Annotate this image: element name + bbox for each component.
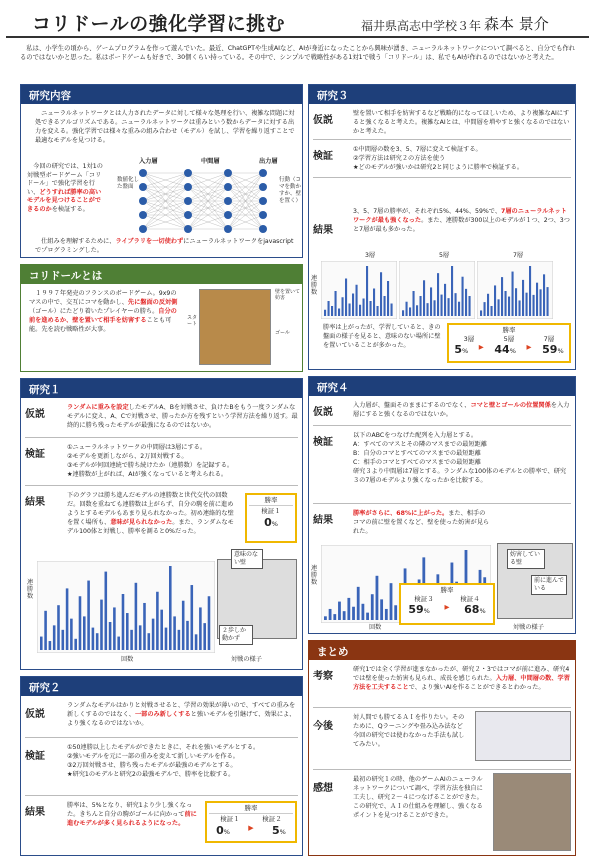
bar [366,266,368,316]
label-start: スタート [187,315,198,327]
bar [526,293,528,316]
bar [394,605,397,620]
bar [49,641,52,650]
r1-chart-ylabel: 連勝数 [27,579,34,600]
bar [122,594,125,650]
r4-w1: 検証３ [414,595,434,603]
bar [96,633,99,650]
r3-l5: 5層 [439,252,450,259]
research1-title: 研究１ [21,379,302,398]
bar [165,628,168,650]
r3-win-title: 勝率 [502,326,516,334]
nn-node [259,197,267,205]
nn-node [259,183,267,191]
nn-node [139,183,147,191]
r3-v2: 44 [494,343,510,356]
r2-result: 勝率は、5%となり、研究1より少し強くなった。きちんと自分の駒がゴールに向かって前に進むモデルが多く見られるようになった。 [67,802,197,827]
summary-future: 対人間でも勝てるＡＩを作りたい。そのために、Qラーニングや畳み込み法など今回の研究では使わなかった手法も試してみたい。 [353,714,465,748]
bar [416,305,418,316]
r1-chart-xlabel: 回数 [121,656,134,663]
bar [191,585,194,650]
bar [462,277,464,316]
bar [515,288,517,316]
page-header [6,6,589,38]
nn-node [259,225,267,233]
bar [387,281,389,316]
research-title: 研究内容 [21,85,302,104]
research1-panel [20,378,303,670]
bar [505,291,507,316]
bar [494,285,496,316]
r1-board-label: 対戦の様子 [231,656,262,663]
bar [423,280,425,316]
r3-win-box: 勝率 3層 5層 7層 5% ▶ 44% ▶ 59% [447,323,571,363]
bar [529,266,531,316]
bar [62,630,65,650]
bar [203,623,206,650]
research4-panel [308,376,576,634]
bar [130,630,133,650]
r1-result: 下のグラフは勝ち進んだモデルの連勝数と世代交代の回数だ。回数を重ねても連勝数は上がらず、自分の駒を前に進めようとするモデルもあまり見られなかった。初め連絡的な壁を置く場所も、意味が見られなかった。また、ランダムなモデル100体と対戦し、勝率を測ると0%だった。 [67,492,234,535]
bar [491,306,493,316]
r1-callout-wall: 意味のない壁 [231,549,263,569]
neural-network-diagram [113,155,293,235]
bar [366,613,369,620]
r3-chart-ylabel: 連勝数 [311,275,318,296]
r2-win-box: 勝率 検証１ 検証２ 0% ▶ 5% [205,801,297,843]
bar [324,310,326,316]
bar [484,302,486,316]
bar [345,279,347,317]
r4-w2: 検証４ [460,595,480,603]
r4-callout-block: 妨害している壁 [507,549,545,569]
r4-verify: 以下のABCをつなげた配列を入力層とする。 A：すべてのマスとその隣のマスまでの最短距離 B：自分のコマとすべてのマスまでの最短距離 C：相手のコマとすべてのマスまでの最短距離 研究３より中間層は7層とする。ランダムな100体のモデルとの勝率で、研究３の7層のモデルより強くなったかを比較する。 [353,432,567,484]
bar [338,309,340,317]
bar [173,616,176,650]
r3-result: 3、5、7層の勝率が、それぞれ5%、44%、59%で、7層のニューラルネットワークが最も強くなった。また、連勝数が300以上のモデルが１つ、2つ、3つと7層が最も多かった。 [353,208,570,233]
bar [441,295,443,316]
r3-v3: 59 [542,343,558,356]
bar [79,596,82,650]
r4-hypothesis: 入力層が、盤面そのままにするのでなく、コマと壁とゴールの位置関係を入力層にすると強くなるのではないか。 [353,402,570,418]
bar [377,306,379,316]
bar [533,295,535,316]
r3-l7: 7層 [513,252,524,259]
bar [53,625,56,650]
summary-consider-label: 考察 [313,671,333,682]
summary-impression: 最初の研究１の時、他のゲームAIのニューラルネットワークについて調べ、学習方法を独自に工夫し、研究２～４につなげることができた。この研究で、ＡＩの仕組みを理解し、強くなるポイントを見つけることができた。 [353,776,483,819]
bar [324,616,327,620]
bar [40,637,43,650]
r3-hypothesis: 壁を置いて相手を妨害するなど戦略的になってほしいため、より複雑なAIにすると強くなると考えた。複雑なAIとは、中間層を増やすと強くなるのではないかと考えた。 [353,110,570,135]
r3-verify-label: 検証 [313,151,333,162]
r2-v1: 0 [216,824,224,837]
bar [109,622,112,650]
divider [25,437,298,438]
nn-in-desc: 数値化した盤面 [117,177,140,190]
r3-w1: 3層 [463,335,475,343]
nn-node [224,197,232,205]
bar [437,273,439,316]
arrow-icon: ▶ [248,824,254,832]
research-p3: 仕組みを理解するために、ライブラリを一切使わずにニューラルネットワークをjavascriptでプログラミングした。 [35,238,294,254]
bar [448,298,450,316]
divider [313,425,571,426]
arrow-icon: ▶ [526,343,532,351]
school-name: 福井県高志中学校３年 [361,19,482,33]
r1-win-box: 勝率 検証１ 0% [245,493,297,543]
nn-node [139,211,147,219]
bar [501,277,503,316]
bar [105,572,108,650]
quoridor-title: コリドールとは [21,265,302,284]
bar [143,603,146,650]
nn-node [224,211,232,219]
nn-node [139,225,147,233]
bar [186,621,189,650]
bar [363,299,365,317]
r4-board-label: 対戦の様子 [513,624,544,631]
bar [402,310,404,316]
bar [117,637,120,650]
research-p2: 今回の研究では、1対1の対戦型ボードゲーム「コリドール」で強化学習を行い、どうすれば勝率の高いモデルを見つけることができるのかを検証する。 [27,163,103,213]
bar [390,583,393,620]
bar [126,613,129,650]
summary-future-label: 今後 [313,721,333,732]
nn-out-desc: 行動（コマを動かすか、壁を置く） [279,177,302,204]
bar [342,297,344,316]
bar [427,303,429,316]
divider [313,139,571,140]
bar [208,596,211,650]
bar [413,291,415,316]
r1-callout-steps: ２歩しか動かず [219,625,253,645]
bar [455,293,457,316]
bar [444,284,446,316]
r2-verify: ①50連勝以上したモデルができたときに、それを強いモデルとする。 ②強いモデルを元に一部の重みを変えて新しいモデルを作る。 ③2万回対戦させ、勝ち残ったモデルが最強のモデルとする。 ★研究1のモデルと研究2の最強モデルで、勝率を比較する。 [67,744,260,778]
bar [83,616,86,650]
nn-node [184,211,192,219]
bar [57,605,60,650]
bar [480,310,482,316]
r1-hypothesis: ランダムに重みを設定したモデルA、Bを対戦させ、負けたBをもう一度ランダムなモデルに変え、A、Cで対戦させ、勝ったか方を残すという学習方法を繰り返す。最終的に勝ち残ったモデルが最強になるのではないか。 [67,404,298,429]
r1-win-title: 勝率 [264,496,278,504]
bar [371,594,374,620]
quoridor-board-photo [199,289,271,365]
r4-callout-forward: 前に進んでいる [531,575,567,595]
bar [380,599,383,620]
r4-v2: 68 [464,603,480,616]
r4-hypothesis-label: 仮説 [313,407,333,418]
summary-panel [308,640,576,856]
r4-verify-label: 検証 [313,437,333,448]
divider [313,769,571,770]
r4-chart-xlabel: 回数 [369,624,382,631]
nn-input-label: 入力層 [139,158,158,165]
summary-consider: 研究1では全く学習が進まなかったが、研究２・3ではコマが前に進み、研究4では壁を使った妨害も見られ、成長を感じられた。入力層、中間層の数、学習方法を工夫することで、より強いAIを作ることができるとわかった。 [353,666,570,691]
bar [512,272,514,316]
research4-title: 研究４ [309,377,575,396]
r2-w1: 検証１ [220,815,240,823]
bar [66,588,69,650]
research-panel [20,84,303,258]
bar [70,619,73,650]
r3-v1: 5 [454,343,462,356]
r2-result-label: 結果 [25,807,45,818]
nn-node [224,169,232,177]
bar [328,301,330,316]
divider [313,503,571,504]
bar [139,625,142,650]
r3-chart-5layer [399,261,475,319]
bar [74,639,77,650]
nn-node [139,197,147,205]
research3-title: 研究３ [309,85,575,104]
nn-node [184,183,192,191]
bar [522,280,524,316]
bar [376,576,379,620]
r4-result: 勝率がさらに、68%に上がった。また、相手のコマの前に壁を置くなど、壁を使った妨害が見られた。 [353,510,490,535]
bar [543,274,545,316]
bar [44,611,47,650]
r1-win-val: 0 [264,516,272,529]
author-name: 森本 景介 [484,15,549,33]
divider [313,177,571,178]
r2-win-title: 勝率 [244,804,258,812]
bar [487,294,489,316]
r3-chart-3layer [321,261,397,319]
bar [384,296,386,316]
research3-panel [308,84,576,370]
page-title: コリドールの強化学習に挑む [32,13,286,35]
label-wall: 壁を置いて妨害 [275,289,301,301]
bar [434,300,436,316]
bar [547,287,549,316]
bar [498,299,500,316]
summary-impression-label: 感想 [313,783,333,794]
bar [333,614,336,620]
summary-title: まとめ [309,641,575,660]
r1-win-sub: 検証１ [249,505,293,515]
bar [380,272,382,316]
bar [329,609,332,620]
nn-node [184,169,192,177]
bar [352,607,355,620]
nn-node [224,183,232,191]
bar [338,602,341,620]
r4-win-title: 勝率 [440,586,454,594]
divider [25,795,298,796]
bar [373,289,375,317]
r3-result2: 勝率は上がったが、学習していると、きの盤面の様子を見ると、意味のない場所に壁を置いていることが多かった。 [323,324,441,349]
bar [195,634,198,650]
nn-hidden-label: 中間層 [201,158,220,165]
nn-node [259,169,267,177]
r2-hypothesis-label: 仮説 [25,709,45,720]
bar [335,291,337,316]
bar [359,305,361,316]
nn-node [224,225,232,233]
r1-verify: ①ニューラルネットワークの中間層は3層にする。 ②モデルを更新しながら、2万回対戦する。 ③モデルが何回連続で勝ち続けたか（連勝数）を記録する。 ★連勝数が上がれば、AIが強くなっていると考えられる。 [67,444,234,478]
label-goal: ゴール [275,330,290,336]
bar [100,600,103,650]
quoridor-panel [20,264,303,372]
arrow-icon: ▶ [444,603,450,611]
r2-hypothesis: ランダムなモデルはかりと対戦させると、学習の効果が薄いので、すべての重みを新しくするのではなく、一部のみ新しくすると強いモデルを引継げて、効果によ、より強くなるのではないか。 [67,702,296,727]
bar [370,301,372,316]
r4-result-label: 結果 [313,515,333,526]
bar [343,611,346,620]
nn-output-label: 出力層 [259,158,278,165]
bar [420,296,422,316]
bar [519,300,521,316]
bar [406,302,408,316]
r3-result-label: 結果 [313,225,333,236]
r3-hypothesis-label: 仮説 [313,115,333,126]
nn-node [139,169,147,177]
quoridor-desc: １９９７年発売のフランスのボードゲーム。9x9のマスの中で、交互にコマを動かし、先に盤面の反対側（ゴール）にたどり着いたプレイヤーの勝ち。自分の前を進めるか、壁を置いて相手を妨害することも可能。先を読む戦略性が大事。 [29,290,178,333]
r3-l3: 3層 [365,252,376,259]
bar [92,628,95,650]
divider [25,485,298,486]
bar [391,304,393,317]
divider [25,737,298,738]
research2-title: 研究２ [21,677,302,696]
bar [349,304,351,317]
bar [331,306,333,316]
r4-win-box: 勝率 検証３ 検証４ 59% ▶ 68% [399,583,495,625]
research2-panel [20,676,303,856]
screenshot-image [475,711,571,761]
bar [508,297,510,316]
bar [536,283,538,316]
bar [178,630,181,650]
r1-bar-chart [37,561,215,653]
divider [313,707,571,708]
r4-chart-ylabel: 連勝数 [311,565,318,586]
bar [361,604,364,620]
bar [160,610,163,650]
intro-text: 私は、小学生の頃から、ゲームプログラムを作って遊んでいた。最近、ChatGPTや生成AIなど、AIが身近になったことから興味が湧き、ニューラルネットワークについて調べると、自分でも作れるのではないかと思った。私はボードゲームも好きで、30個くらい持っている。その中で、シンプルで戦略性がある1対1で戦う「コリドール」は、私でもAIが作れるのではないかと考えた。 [20,45,576,61]
r2-v2: 5 [271,824,280,837]
bar [135,583,138,650]
bar [169,566,172,650]
nn-node [184,197,192,205]
r3-verify: ①中間層の数を3、5、7層に変えて検証する。 ②学習方法は研究２の方法を使う ★どのモデルが強いかは研究2と同じように勝率で検証する。 [353,146,524,171]
r1-result-label: 結果 [25,497,45,508]
r2-w2: 検証２ [262,815,282,823]
bar [458,302,460,316]
r3-w3: 7層 [543,335,555,343]
bar [113,607,116,650]
r1-verify-label: 検証 [25,449,45,460]
bar [152,619,155,650]
bar [430,287,432,316]
bar [199,607,202,650]
nn-node [259,211,267,219]
r2-verify-label: 検証 [25,751,45,762]
research-p1: ニューラルネットワークとは人力されたデータに対して様々な処理を行い、複雑な問題に対処できるアルゴリズムである。ニューラルネットワークは重みという数からデータに対する出力を変える。強化学習では様々な重みの組み合わせ（モデル）を試し、学習を繰り返すことで最適なモデルを見つける。 [35,110,295,144]
bar [156,592,159,650]
nn-node [184,225,192,233]
bar [347,598,350,620]
r3-w2: 5層 [503,335,515,343]
bar [465,289,467,316]
r1-hypothesis-label: 仮説 [25,409,45,420]
bar [352,294,354,317]
r3-chart-7layer [477,261,553,319]
bar [356,285,358,316]
arrow-icon: ▶ [478,343,484,351]
bar [540,289,542,316]
student-photo [493,773,571,851]
bar [451,266,453,316]
bar [357,587,360,620]
bar [87,581,90,650]
bar [385,609,388,620]
bar [469,296,471,316]
bar [182,601,185,650]
r4-v1: 59 [408,603,424,616]
bar [148,633,151,650]
bar [409,307,411,316]
